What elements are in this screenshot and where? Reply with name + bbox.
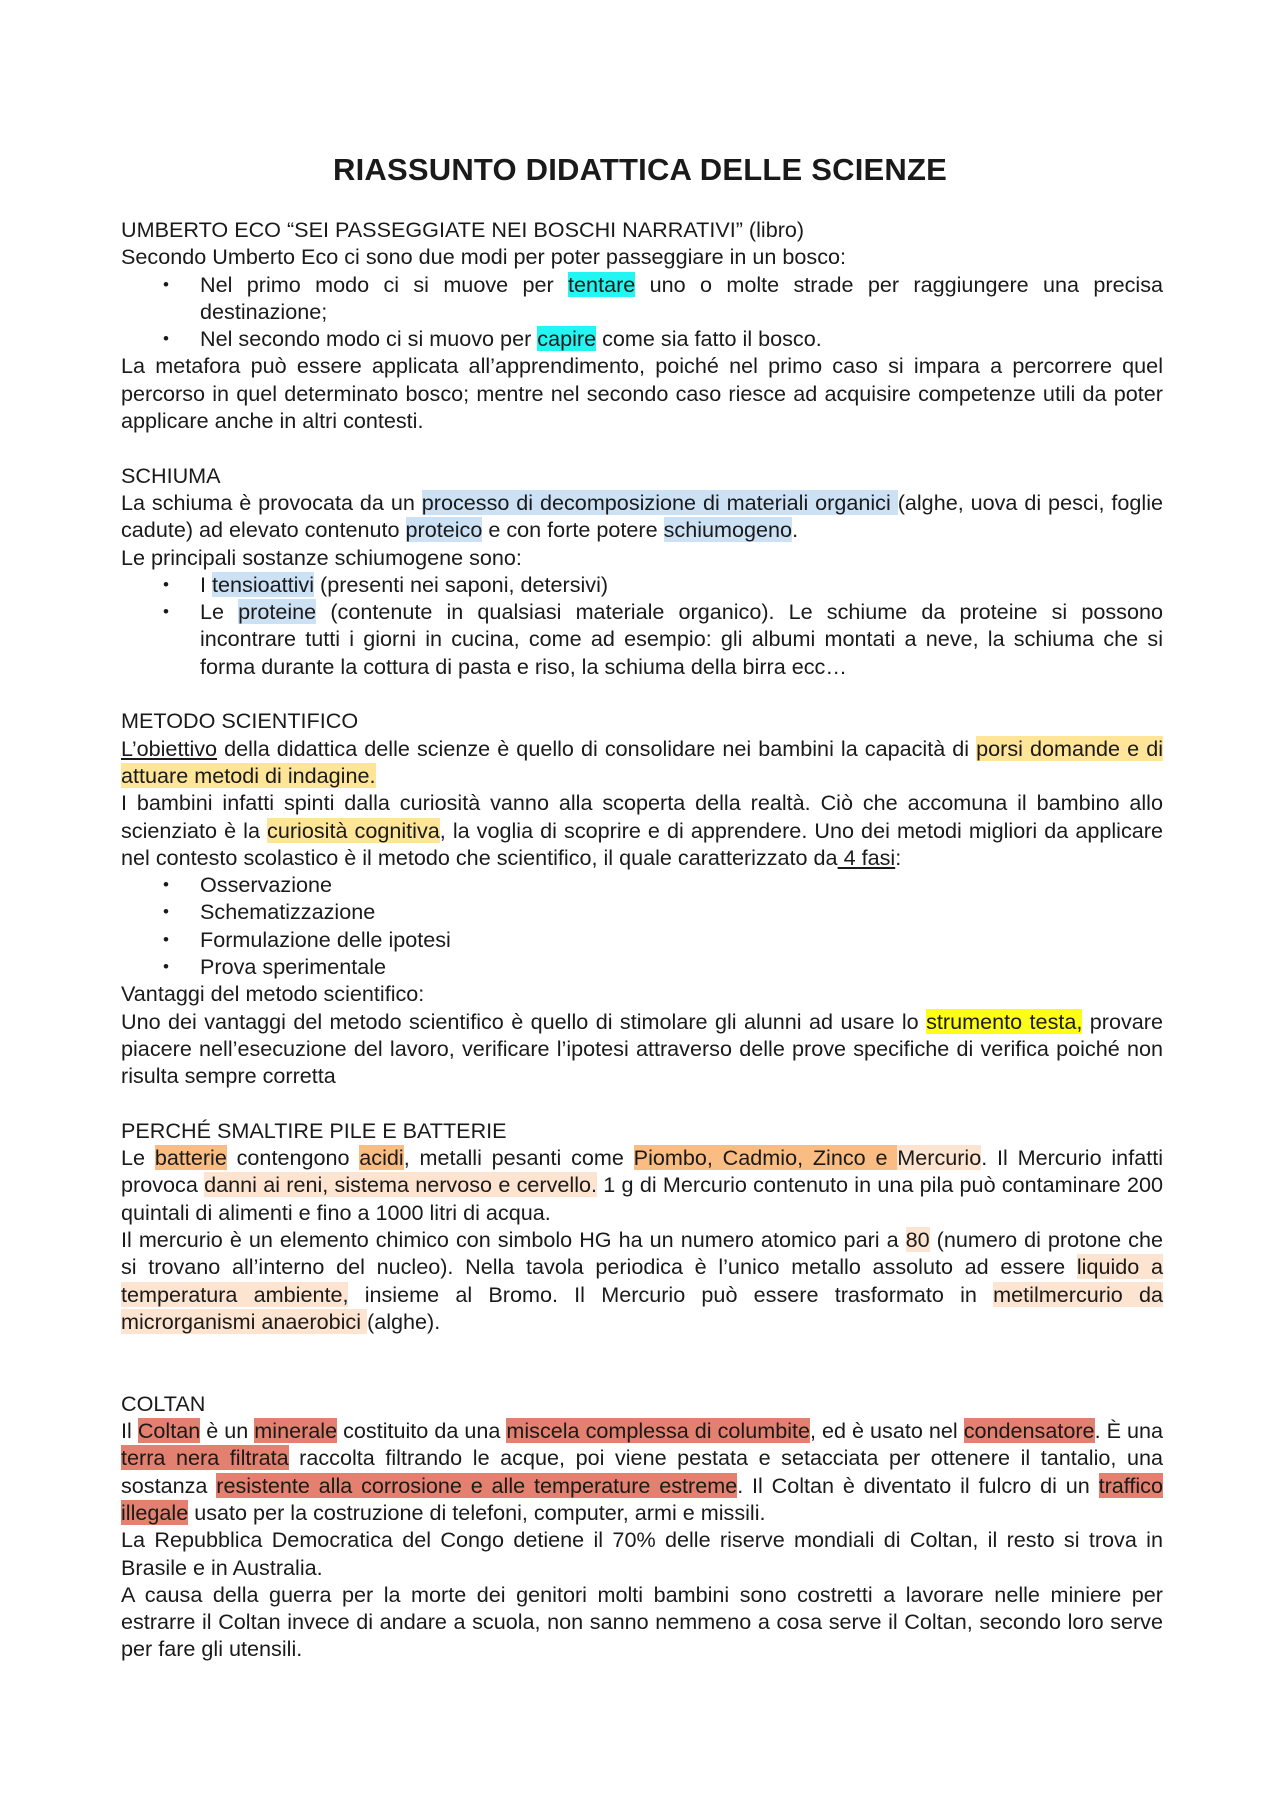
- highlight-metalli: Piombo, Cadmio, Zinco e: [633, 1145, 898, 1171]
- section-coltan: [121, 1390, 1163, 1663]
- text-run: Le: [200, 599, 239, 625]
- text-run: La schiuma è provocata da un: [121, 489, 422, 515]
- text-run: contengono: [226, 1145, 360, 1171]
- metodo-paragraph-2: [121, 789, 1163, 871]
- text-run: usato per la costruzione di telefoni, computer, armi e missili.: [188, 1499, 766, 1525]
- text-run: , ed è usato nel: [810, 1418, 964, 1444]
- text-run: insieme al Bromo. Il Mercurio può essere trasformato in: [348, 1281, 994, 1307]
- highlight-minerale: minerale: [254, 1418, 338, 1444]
- highlight-proteine: proteine: [238, 599, 317, 625]
- eco-paragraph: La metafora può essere applicata all’apprendimento, poiché nel primo caso si impara a percorrere quel percorso in quel determinato bosco; mentre nel secondo caso riesce ad acquisire competenze utili da poter applicare anche in altri contesti.: [121, 353, 1163, 434]
- text-run: (contenute in qualsiasi materiale organico). Le schiume da proteine si possono incontrare tutti i giorni in cucina, come ad esempio: gli albumi montati a neve, la schiuma che si forma durante la cottura di pasta e riso, la schiuma della birra ecc…: [200, 599, 1163, 679]
- highlight-schiumogeno: schiumogeno: [663, 517, 793, 543]
- section-heading-schiuma: SCHIUMA: [121, 462, 221, 488]
- highlight-capire: capire: [537, 326, 597, 352]
- eco-bullet-1: [121, 271, 1163, 326]
- text-run: come sia fatto il bosco.: [596, 326, 822, 352]
- text-run: Le: [121, 1145, 155, 1171]
- highlight-tentare: tentare: [568, 271, 636, 297]
- text-run: :: [895, 844, 902, 870]
- highlight-strumento-testa: strumento testa,: [926, 1008, 1083, 1034]
- highlight-porsi-domande: porsi domande e di attuare metodi di indagine.: [121, 735, 1164, 788]
- text-run: Uno dei vantaggi del metodo scientifico è quello di stimolare gli alunni ad usare lo: [121, 1008, 927, 1034]
- schiuma-intro: Le principali sostanze schiumogene sono:: [121, 544, 522, 570]
- section-pile-batterie: [121, 1117, 1163, 1335]
- text-run: provare piacere nell’esecuzione del lavoro, verificare l’ipotesi attraverso delle prove specifiche di verifica poiché non risulta sempre corretta: [121, 1008, 1164, 1089]
- highlight-proteico: proteico: [405, 517, 483, 543]
- text-run: Nel secondo modo ci si muovo per: [200, 326, 538, 352]
- schiuma-bullet-list: [121, 571, 1163, 680]
- eco-bullet-list: [121, 271, 1163, 353]
- text-run: (alghe).: [367, 1308, 441, 1334]
- highlight-tensioattivi: tensioattivi: [212, 571, 315, 597]
- highlight-columbite: miscela complessa di columbite: [506, 1418, 811, 1444]
- coltan-paragraph-2: La Repubblica Democratica del Congo detiene il 70% delle riserve mondiali di Coltan, il resto si trova in Brasile e in Australia.: [121, 1527, 1163, 1580]
- text-run: , metalli pesanti come: [403, 1145, 634, 1171]
- highlight-traffico: traffico illegale: [121, 1472, 1163, 1525]
- text-run: , la voglia di scoprire e di apprendere. Uno dei metodi migliori da applicare nel contesto scolastico è il metodo che scientifico, il quale caratterizzato da: [121, 817, 1163, 870]
- highlight-liquido: liquido a temperatura ambiente,: [121, 1254, 1163, 1307]
- highlight-danni: danni ai reni, sistema nervoso e cervello.: [204, 1172, 597, 1198]
- text-run: . Il Mercurio infatti provoca: [121, 1145, 1163, 1198]
- underlined-4-fasi: 4 fasi: [837, 844, 896, 870]
- eco-bullet-2: [121, 325, 1163, 352]
- text-run: (numero di protone che si trovano all’interno del nucleo). Nella tavola periodica è l’unico metallo assoluto ad essere: [121, 1226, 1163, 1280]
- text-run: I bambini infatti spinti dalla curiosità vanno alla scoperta della realtà. Ciò che accomuna il bambino allo scienziato è la: [121, 790, 1163, 843]
- highlight-curiosita-cognitiva: curiosità cognitiva: [267, 817, 440, 843]
- section-heading-eco: UMBERTO ECO “SEI PASSEGGIATE NEI BOSCHI NARRATIVI” (libro): [121, 217, 805, 242]
- text-run: .: [792, 517, 799, 543]
- highlight-decomposizione: processo di decomposizione di materiali organici: [421, 489, 898, 515]
- highlight-terra-nera: terra nera filtrata: [121, 1445, 289, 1471]
- pile-paragraph-1: [121, 1144, 1163, 1226]
- document-title: RIASSUNTO DIDATTICA DELLE SCIENZE: [333, 152, 947, 187]
- fase-item: • Osservazione: [121, 871, 1163, 898]
- section-schiuma: [121, 462, 1163, 680]
- highlight-mercurio: Mercurio: [897, 1145, 982, 1171]
- metodo-fasi-list: [121, 871, 1163, 980]
- text-run: Il mercurio è un elemento chimico con simbolo HG ha un numero atomico pari a: [121, 1226, 906, 1252]
- fase-item: • Prova sperimentale: [121, 953, 1163, 980]
- underlined-obiettivo: L’obiettivo: [121, 735, 218, 761]
- coltan-paragraph-3: A causa della guerra per la morte dei genitori molti bambini sono costretti a lavorare nelle miniere per estrarre il Coltan invece di andare a scuola, non sanno nemmeno a cosa serve il Coltan, secondo loro serve per fare gli utensili.: [121, 1581, 1163, 1662]
- text-run: . È una: [1094, 1418, 1164, 1444]
- section-heading-metodo: METODO SCIENTIFICO: [121, 708, 359, 734]
- text-run: della didattica delle scienze è quello di consolidare nei bambini la capacità di: [217, 735, 977, 761]
- highlight-metilmercurio: metilmercurio da microrganismi anaerobici: [121, 1281, 1163, 1334]
- section-umberto-eco: [121, 216, 1163, 434]
- text-run: Nel primo modo ci si muove per: [200, 271, 569, 297]
- coltan-paragraph-1: [121, 1417, 1163, 1526]
- text-run: è un: [200, 1418, 255, 1444]
- pile-paragraph-2: [121, 1226, 1163, 1335]
- highlight-acidi: acidi: [359, 1145, 404, 1171]
- vantaggi-heading: Vantaggi del metodo scientifico:: [121, 981, 425, 1007]
- metodo-paragraph-3: [121, 1008, 1163, 1090]
- highlight-resistente: resistente alla corrosione e alle temperature estreme: [216, 1472, 738, 1498]
- text-run: raccolta filtrando le acque, poi viene pestata e setacciata per ottenere il tantalio, una sostanza: [121, 1445, 1164, 1498]
- text-run: costituito da una: [337, 1418, 507, 1444]
- text-run: I: [200, 571, 212, 597]
- eco-intro: Secondo Umberto Eco ci sono due modi per poter passeggiare in un bosco:: [121, 244, 847, 270]
- section-heading-coltan: COLTAN: [121, 1390, 206, 1416]
- schiuma-paragraph: [121, 489, 1163, 544]
- text-run: Il: [121, 1418, 138, 1444]
- highlight-80: 80: [905, 1226, 930, 1252]
- text-run: . Il Coltan è diventato il fulcro di un: [737, 1472, 1099, 1498]
- text-run: (alghe, uova di pesci, foglie cadute) ad elevato contenuto: [121, 489, 1163, 543]
- highlight-condensatore: condensatore: [963, 1418, 1095, 1444]
- schiuma-bullet-2: [121, 598, 1163, 680]
- text-run: 1 g di Mercurio contenuto in una pila può contaminare 200 quintali di alimenti e fino a 1000 litri di acqua.: [121, 1172, 1163, 1225]
- fase-item: • Formulazione delle ipotesi: [121, 926, 1163, 953]
- text-run: e con forte potere: [482, 517, 664, 543]
- section-heading-pile: PERCHÉ SMALTIRE PILE E BATTERIE: [121, 1117, 507, 1143]
- schiuma-bullet-1: [121, 571, 1163, 598]
- highlight-coltan: Coltan: [137, 1418, 201, 1444]
- highlight-batterie: batterie: [154, 1145, 227, 1171]
- fase-item: • Schematizzazione: [121, 898, 1163, 925]
- text-run: uno o molte strade per raggiungere una precisa destinazione;: [200, 271, 1163, 324]
- section-metodo-scientifico: [121, 707, 1163, 1089]
- metodo-paragraph-1: [121, 735, 1163, 790]
- document-body: [121, 216, 1163, 1663]
- text-run: (presenti nei saponi, detersivi): [314, 571, 609, 597]
